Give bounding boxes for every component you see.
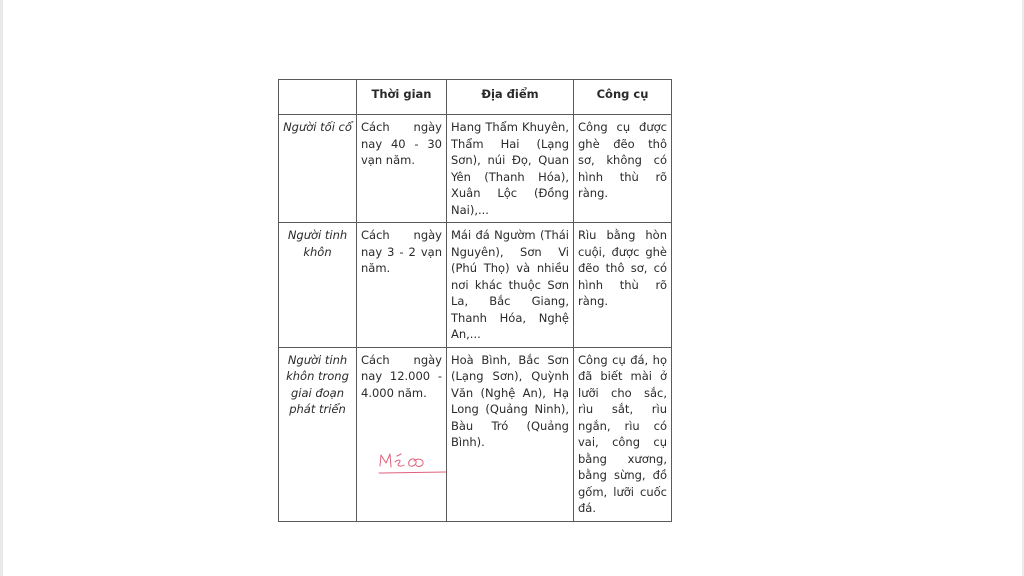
comparison-table xyxy=(278,79,672,522)
place-cell: Hoà Bình, Bắc Sơn (Lạng Sơn), Quỳnh Văn (Nghệ An), Hạ Long (Quảng Ninh), Bàu Tró (Quảng Bình). xyxy=(447,347,574,521)
table-header-row xyxy=(279,80,672,115)
table-row xyxy=(279,347,672,521)
header-time: Thời gian xyxy=(357,80,447,115)
row-label: Người tinh khôn xyxy=(279,223,357,348)
header-empty-cell xyxy=(279,80,357,115)
header-place: Địa điểm xyxy=(447,80,574,115)
tools-cell: Công cụ được ghè đẽo thô sơ, không có hình thù rõ ràng. xyxy=(574,115,672,223)
table-row xyxy=(279,223,672,348)
tools-cell: Công cụ đá, họ đã biết mài ở lưỡi cho sắc, rìu sắt, rìu ngắn, rìu có vai, công cụ bằng xương, bằng sừng, đồ gốm, lưỡi cuốc đá. xyxy=(574,347,672,521)
header-tools: Công cụ xyxy=(574,80,672,115)
time-cell: Cách ngày nay 12.000 - 4.000 năm. xyxy=(357,347,447,521)
row-label: Người tối cổ xyxy=(279,115,357,223)
time-cell: Cách ngày nay 3 - 2 vạn năm. xyxy=(357,223,447,348)
row-label: Người tinh khôn trong giai đoạn phát triển xyxy=(279,347,357,521)
handwritten-signature xyxy=(378,449,450,475)
left-edge-shadow xyxy=(0,0,3,576)
place-cell: Mái đá Ngườm (Thái Nguyên), Sơn Vi (Phú Thọ) và nhiều nơi khác thuộc Sơn La, Bắc Giang, Thanh Hóa, Nghệ An,... xyxy=(447,223,574,348)
table-row xyxy=(279,115,672,223)
time-cell: Cách ngày nay 40 - 30 vạn năm. xyxy=(357,115,447,223)
tools-cell: Rìu bằng hòn cuội, được ghè đẽo thô sơ, có hình thù rõ ràng. xyxy=(574,223,672,348)
place-cell: Hang Thẩm Khuyên, Thẩm Hai (Lạng Sơn), núi Đọ, Quan Yên (Thanh Hóa), Xuân Lộc (Đồng Nai),... xyxy=(447,115,574,223)
